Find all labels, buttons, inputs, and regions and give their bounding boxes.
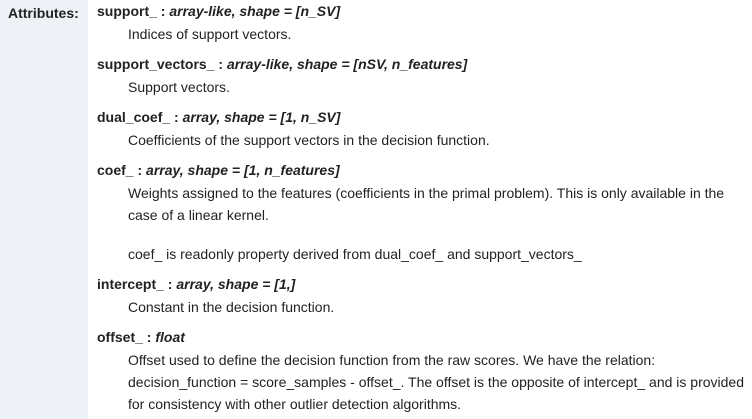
attribute-separator: : [156, 3, 170, 19]
attribute-term [97, 1, 747, 21]
attribute-name: support_ [97, 3, 157, 19]
description-paragraph: coef_ is readonly property derived from dual_coef_ and support_vectors_ [128, 246, 582, 262]
attribute-coef [97, 160, 747, 265]
attribute-type: float [155, 329, 185, 345]
attribute-term [97, 54, 747, 74]
attribute-term [97, 327, 747, 347]
attribute-term [97, 160, 747, 180]
attribute-term [97, 274, 747, 294]
attribute-intercept [97, 274, 747, 318]
attribute-separator: : [214, 56, 227, 72]
attribute-separator: : [133, 162, 147, 178]
attribute-support [97, 0, 747, 45]
attribute-description [128, 76, 747, 98]
attribute-type: array-like, shape = [nSV, n_features] [226, 56, 468, 72]
attribute-name: dual_coef_ [97, 109, 171, 125]
attribute-description [128, 23, 747, 45]
attribute-separator: : [142, 329, 156, 345]
attribute-name: support_vectors_ [97, 56, 215, 72]
attribute-description [128, 129, 747, 151]
description-paragraph: Constant in the decision function. [128, 299, 335, 315]
attribute-description [128, 182, 747, 265]
attribute-term [97, 107, 747, 127]
attribute-name: coef_ [97, 162, 134, 178]
description-paragraph: Support vectors. [128, 79, 230, 95]
attribute-name: offset_ [97, 329, 143, 345]
attributes-list [97, 0, 747, 415]
attribute-type: array, shape = [1,] [176, 276, 296, 292]
attribute-description [128, 349, 747, 415]
description-paragraph: Offset used to define the decision function from the raw scores. We have the relation: decision_function = score_samples - offset_. The offset is the opposite of intercept_ and is provided for consistency with other outlier detection algorithms. [128, 352, 744, 412]
attribute-name: intercept_ [97, 276, 164, 292]
attributes-label: Attributes: [8, 5, 79, 21]
description-paragraph: Coefficients of the support vectors in the decision function. [128, 132, 490, 148]
description-paragraph: Indices of support vectors. [128, 26, 292, 42]
attribute-description [128, 296, 747, 318]
attribute-dual-coef [97, 107, 747, 151]
attribute-type: array, shape = [1, n_SV] [182, 109, 341, 125]
description-paragraph: Weights assigned to the features (coefficients in the primal problem). This is only available in the case of a linear kernel. [128, 185, 725, 223]
attribute-type: array, shape = [1, n_features] [146, 162, 340, 178]
field-name-cell [0, 0, 88, 419]
attribute-separator: : [170, 109, 183, 125]
attribute-separator: : [163, 276, 177, 292]
attribute-support-vectors [97, 54, 747, 98]
attribute-offset [97, 327, 747, 415]
attribute-type: array-like, shape = [n_SV] [169, 3, 341, 19]
